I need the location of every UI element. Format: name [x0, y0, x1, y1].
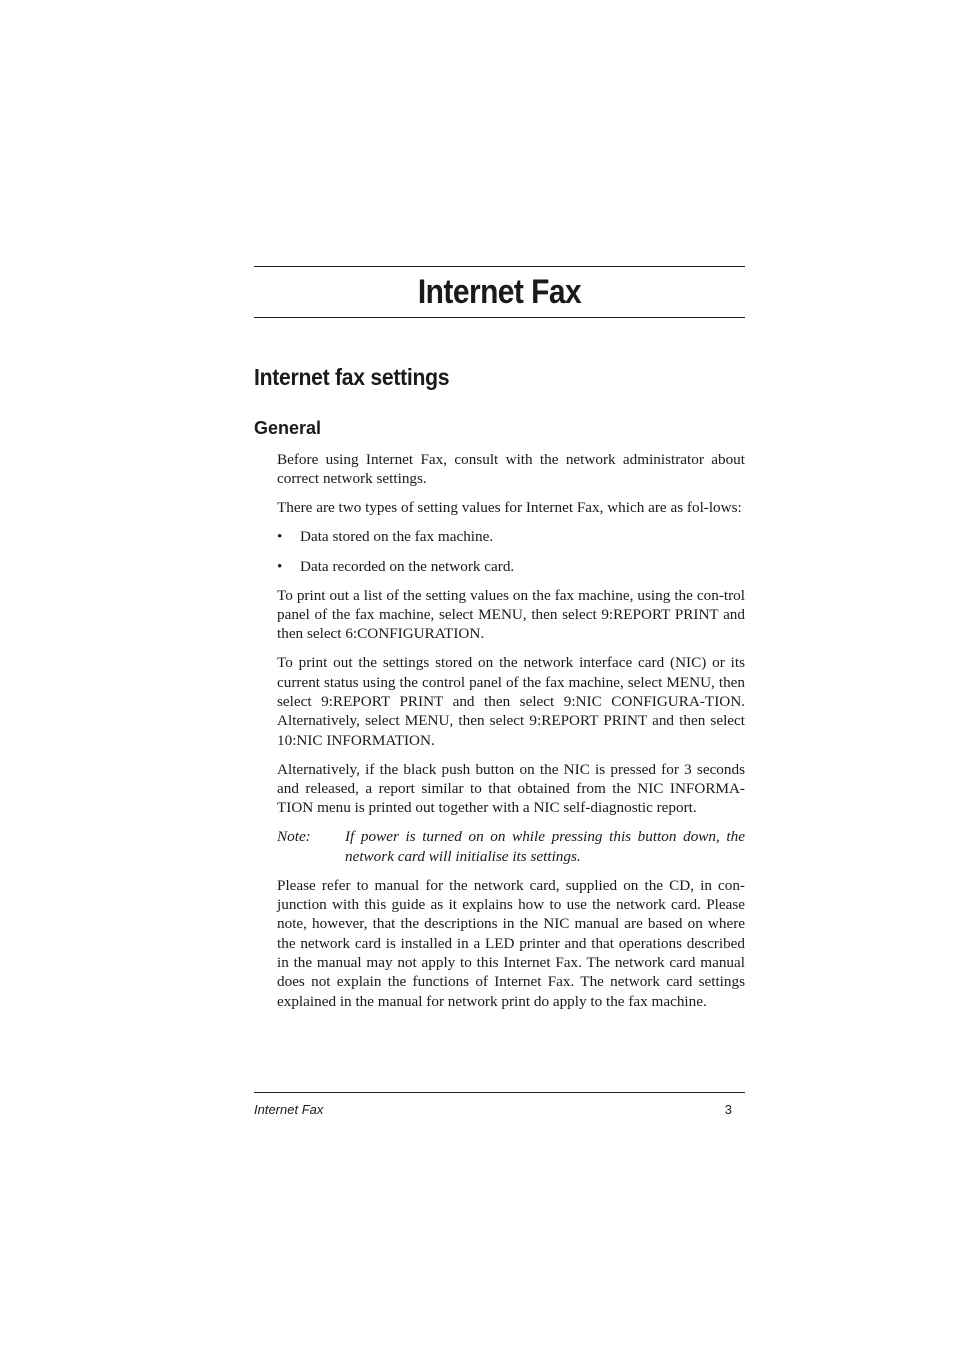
list-item [277, 527, 745, 546]
paragraph: To print out the settings stored on the network interface card (NIC) or its current status using the control panel of the fax machine, select MENU, then select 9:REPORT PRINT and then select 9:NIC CONFIGURA-TION. Alternatively, select MENU, then select 9:REPORT PRINT and then select 10:NIC INFORMATION. [277, 654, 745, 749]
footer-row [254, 1102, 745, 1117]
page-content [254, 266, 745, 1021]
footer-rule [254, 1092, 745, 1093]
body-text [277, 450, 745, 1011]
subsection-title: General [254, 418, 322, 438]
page-number: 3 [724, 1102, 732, 1117]
bullet-marker: • [277, 557, 283, 575]
note-label: Note: [277, 828, 311, 846]
chapter-title: Internet Fax [417, 273, 582, 311]
footer-title: Internet Fax [254, 1102, 324, 1117]
list-item [277, 557, 745, 576]
paragraph: Please refer to manual for the network card, supplied on the CD, in con-junction with this guide as it explains how to use the network card. Please note, however, that the descriptions in the NIC manual are based on where the network card is installed in a LED printer and that operations described in the manual may not apply to this Internet Fax. The network card manual does not explain the functions of Internet Fax. The network card settings explained in the manual for network print do apply to the fax machine. [277, 876, 745, 1010]
page-footer [254, 1092, 745, 1117]
paragraph: To print out a list of the setting values on the fax machine, using the con-trol panel of the fax machine, select MENU, then select 9:REPORT PRINT and then select 6:CONFIGURATION. [277, 586, 745, 643]
chapter-bottom-rule [254, 317, 745, 318]
paragraph: Alternatively, if the black push button on the NIC is pressed for 3 seconds and released, a report similar to that obtained from the NIC INFORMA-TION menu is printed out together with a NIC self-diagnostic report. [277, 760, 745, 817]
section-title: Internet fax settings [254, 364, 450, 390]
list-item-text: Data recorded on the network card. [300, 557, 515, 575]
bullet-marker: • [277, 528, 283, 546]
paragraph: There are two types of setting values for Internet Fax, which are as fol-lows: [277, 499, 742, 517]
list-item-text: Data stored on the fax machine. [300, 528, 494, 546]
paragraph: Before using Internet Fax, consult with the network administrator about correct network settings. [277, 451, 745, 488]
note-text: If power is turned on on while pressing this button down, the network card will initialise its settings. [345, 828, 745, 865]
note [277, 827, 745, 866]
